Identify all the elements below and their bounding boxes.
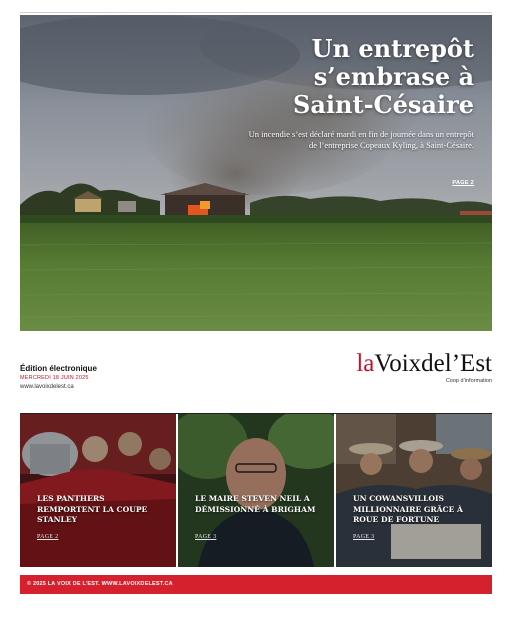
edition-info <box>20 364 220 390</box>
story-card-panthers[interactable] <box>20 414 176 567</box>
story-photo-fortune <box>336 414 492 567</box>
edition-title: Édition électronique <box>20 364 97 373</box>
hero-headline-line: s’embrase à <box>313 62 474 91</box>
top-rule <box>20 12 492 13</box>
hero-page-link[interactable]: PAGE 2 <box>452 180 474 186</box>
hero-headline-line: Un entrepôt <box>311 34 474 63</box>
story-headline[interactable]: LES PANTHERS REMPORTENT LA COUPE STANLEY <box>37 494 148 524</box>
hero-headline-line: Saint-Césaire <box>293 90 474 119</box>
story-photo-hockey <box>20 414 176 567</box>
story-page-link[interactable]: PAGE 2 <box>37 534 59 540</box>
story-photo-mayor <box>178 414 334 567</box>
hero-story[interactable] <box>20 15 492 331</box>
edition-date: MERCREDI 18 JUIN 2025 <box>20 375 89 381</box>
story-card-fortune[interactable] <box>336 414 492 567</box>
logo-tagline: Coop d’information <box>445 378 492 384</box>
hero-summary: Un incendie s’est déclaré mardi en fin de journée dans un entrepôt de l’entreprise Copeaux Kyling, à Saint-Césaire. <box>248 129 474 150</box>
story-headline[interactable]: LE MAIRE STEVEN NEIL A DÉMISSIONNÉ À BRIGHAM <box>195 494 316 514</box>
story-page-link[interactable]: PAGE 3 <box>195 534 217 540</box>
story-page-link[interactable]: PAGE 3 <box>353 534 375 540</box>
footer-bar <box>20 575 492 594</box>
story-cards <box>20 414 492 567</box>
brand-logo[interactable] <box>356 350 492 384</box>
story-card-maire[interactable] <box>178 414 334 567</box>
logo-la: la <box>356 350 375 377</box>
logo-wordmark <box>356 350 492 378</box>
footer-copyright[interactable]: © 2025 LA VOIX DE L’EST. WWW.LAVOIXDELEST.CA <box>27 581 173 587</box>
edition-url[interactable]: www.lavoixdelest.ca <box>20 384 74 390</box>
story-headline[interactable]: UN COWANSVILLOIS MILLIONNAIRE GRÂCE À ROUE DE FORTUNE <box>353 494 463 524</box>
hero-headline[interactable] <box>174 35 474 119</box>
logo-name: Voixdel’Est <box>374 350 492 377</box>
